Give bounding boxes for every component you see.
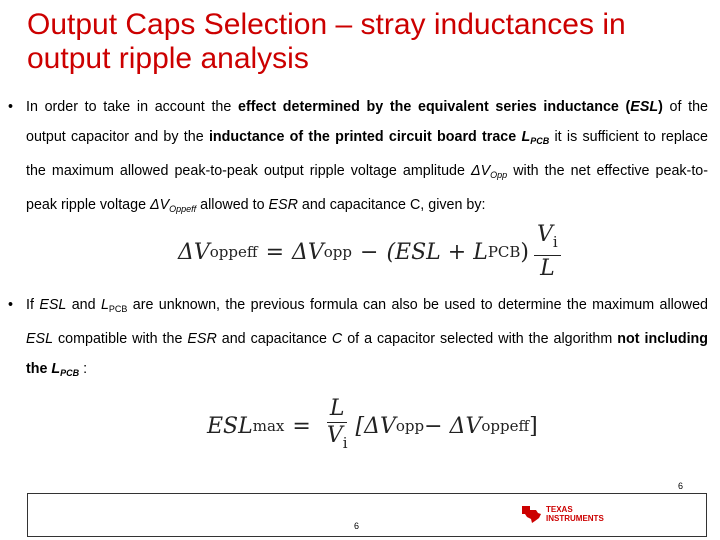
bullet-paragraph-1 <box>8 92 708 224</box>
footer <box>27 493 707 537</box>
formula-esl-max: ESL max = $\frac{L}{V_i}$ [ΔV opp − ΔV oppeff ] <box>207 396 538 456</box>
fraction: $\frac{V_i}{L}$ <box>534 222 561 282</box>
fraction: $\frac{L}{V_i}$ <box>326 396 348 452</box>
logo-text: TEXAS INSTRUMENTS <box>546 505 604 523</box>
page-number-bottom: 6 <box>354 521 360 531</box>
ti-logo <box>520 504 604 524</box>
bullet-marker: • <box>8 99 14 115</box>
bullet-text: In order to take in account the effect determined by the equivalent series inductance (ESL) of the output capacitor and by the inductance of the printed circuit board trace $L_{PCB}$ it is sufficient to replace the maximum allowed peak-to-peak output ripple voltage amplitude $\Delta V_{Opp}$ with the net effective peak-to-peak ripple voltage $\Delta V_{Oppeff}$ allowed to ESR and capacitance C, given by: <box>26 99 709 214</box>
page-number-top: 6 <box>678 481 684 491</box>
bullet-marker: • <box>8 297 14 313</box>
bullet-paragraph-2 <box>8 290 708 388</box>
bullet-text: If ESL and $L_{PCB}$ are unknown, the previous formula can also be used to determine the maximum allowed ESL compatible with the ESR and capacitance C of a capacitor selected with the algorithm not including the $L_{PCB}$ : <box>26 297 709 378</box>
texas-state-icon <box>520 504 542 524</box>
slide-title: Output Caps Selection – stray inductances in output ripple analysis <box>27 8 626 75</box>
formula-oppeff: ΔV oppeff = ΔV opp − (ESL + L PCB ) $\frac{V_i}{L}$ <box>178 222 566 282</box>
